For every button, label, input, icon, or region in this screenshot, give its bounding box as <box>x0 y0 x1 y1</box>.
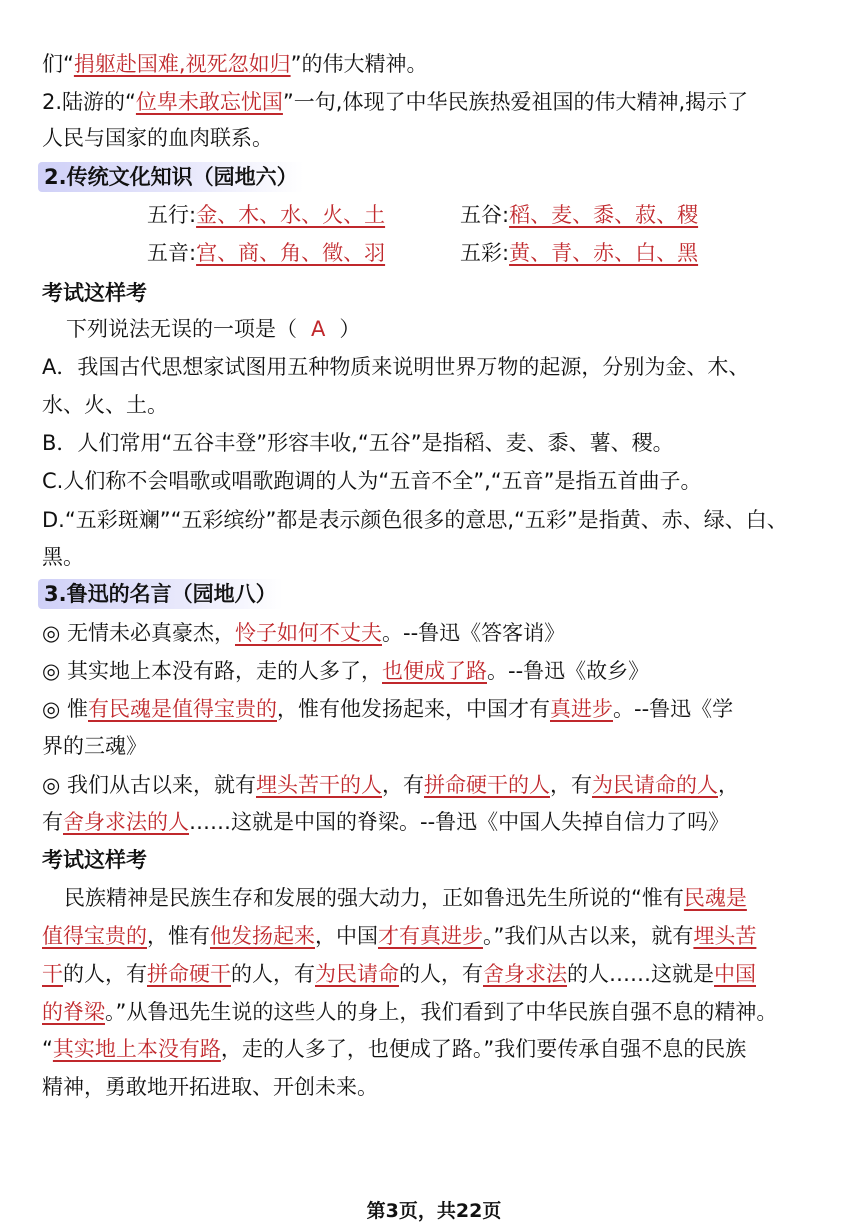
text-line-2: 2.陆游的“位卑未敢忘忧国”一句,体现了中华民族热爱祖国的伟大精神,揭示了 <box>42 90 749 114</box>
answer-text: 的脊梁 <box>42 1000 105 1024</box>
answer-text: 有民魂是值得宝贵的 <box>88 697 277 721</box>
question-line: 下列说法无误的一项是（ A ） <box>66 317 361 341</box>
answer-text: 位卑未敢忘忧国 <box>135 90 283 114</box>
paragraph-line-4: 的脊梁。”从鲁迅先生说的这些人的身上，我们看到了中华民族自强不息的精神。 <box>42 1000 778 1024</box>
answer-text: 民魂是 <box>683 886 747 910</box>
answer-text: 他发扬起来 <box>210 924 315 948</box>
answer-text: 真进步 <box>550 697 613 721</box>
answer-text: 拼命硬干的人 <box>424 773 550 797</box>
wugu-row: 五谷:稻、麦、黍、菽、稷 <box>460 203 699 227</box>
answer-text: 也便成了路 <box>382 659 487 683</box>
answer-text: 其实地上本没有路 <box>52 1037 221 1061</box>
quote-3-line2: 界的三魂》 <box>42 734 147 758</box>
answer-text: 埋头苦干的人 <box>256 773 382 797</box>
text-line-3: 人民与国家的血肉联系。 <box>42 126 273 150</box>
wucai-row: 五彩:黄、青、赤、白、黑 <box>460 241 699 265</box>
answer-text: 黄、青、赤、白、黑 <box>509 241 699 265</box>
section-heading-culture: 2.传统文化知识（园地六） <box>38 162 304 192</box>
answer-text: 宫、商、角、徵、羽 <box>196 241 386 265</box>
answer-text: 拼命硬干 <box>147 962 231 986</box>
quote-4-line2: 有舍身求法的人……这就是中国的脊梁。--鲁迅《中国人失掉自信力了吗》 <box>42 810 730 834</box>
answer-text: 中国 <box>714 962 756 986</box>
answer-text: 为民请命 <box>315 962 399 986</box>
option-a-line2: 水、火、土。 <box>42 393 168 417</box>
answer-text: 值得宝贵的 <box>42 924 147 948</box>
paragraph-line-5: “其实地上本没有路，走的人多了，也便成了路。”我们要传承自强不息的民族 <box>42 1037 747 1061</box>
option-a-line1: A．我国古代思想家试图用五种物质来说明世界万物的起源，分别为金、木、 <box>42 355 750 379</box>
quote-2: ◎ 其实地上本没有路，走的人多了，也便成了路。--鲁迅《故乡》 <box>42 659 650 683</box>
answer-text: 舍身求法的人 <box>63 810 189 834</box>
answer-text: 稻、麦、黍、菽、稷 <box>509 203 699 227</box>
answer-text: 金、木、水、火、土 <box>196 203 386 227</box>
quote-3-line1: ◎ 惟有民魂是值得宝贵的，惟有他发扬起来，中国才有真进步。--鲁迅《学 <box>42 697 734 721</box>
paragraph-line-6: 精神，勇敢地开拓进取、开创未来。 <box>42 1075 378 1099</box>
wuxing-row: 五行:金、木、水、火、土 <box>147 203 386 227</box>
paragraph-line-2: 值得宝贵的，惟有他发扬起来，中国才有真进步。”我们从古以来，就有埋头苦 <box>42 924 757 948</box>
paragraph-line-1: 民族精神是民族生存和发展的强大动力，正如鲁迅先生所说的“惟有民魂是 <box>64 886 747 910</box>
wuyin-row: 五音:宫、商、角、徵、羽 <box>147 241 386 265</box>
exam-title-1: 考试这样考 <box>42 281 147 305</box>
text-line-1: 们“捐躯赴国难,视死忽如归”的伟大精神。 <box>42 52 428 76</box>
quote-1: ◎ 无情未必真豪杰，怜子如何不丈夫。--鲁迅《答客诮》 <box>42 621 566 645</box>
section-heading-luxun: 3.鲁迅的名言（园地八） <box>38 579 283 609</box>
quote-4-line1: ◎ 我们从古以来，就有埋头苦干的人，有拼命硬干的人，有为民请命的人， <box>42 773 739 797</box>
exam-title-2: 考试这样考 <box>42 848 147 872</box>
answer-text: 舍身求法 <box>483 962 567 986</box>
option-b: B．人们常用“五谷丰登”形容丰收,“五谷”是指稻、麦、黍、薯、稷。 <box>42 431 674 455</box>
page-number: 第3页，共22页 <box>366 1200 502 1222</box>
option-c: C.人们称不会唱歌或唱歌跑调的人为“五音不全”,“五音”是指五首曲子。 <box>42 469 702 493</box>
answer-letter: A <box>311 317 326 341</box>
answer-text: 埋头苦 <box>693 924 757 948</box>
answer-text: 才有真进步 <box>378 924 483 948</box>
option-d-line2: 黑。 <box>42 545 84 569</box>
option-d-line1: D.“五彩斑斓”“五彩缤纷”都是表示颜色很多的意思,“五彩”是指黄、赤、绿、白、 <box>42 508 788 532</box>
answer-text: 怜子如何不丈夫 <box>235 621 382 645</box>
answer-text: 为民请命的人 <box>592 773 718 797</box>
answer-text: 捐躯赴国难,视死忽如归 <box>73 52 291 76</box>
paragraph-line-3: 干的人，有拼命硬干的人，有为民请命的人，有舍身求法的人……这就是中国 <box>42 962 756 986</box>
answer-text: 干 <box>42 962 63 986</box>
